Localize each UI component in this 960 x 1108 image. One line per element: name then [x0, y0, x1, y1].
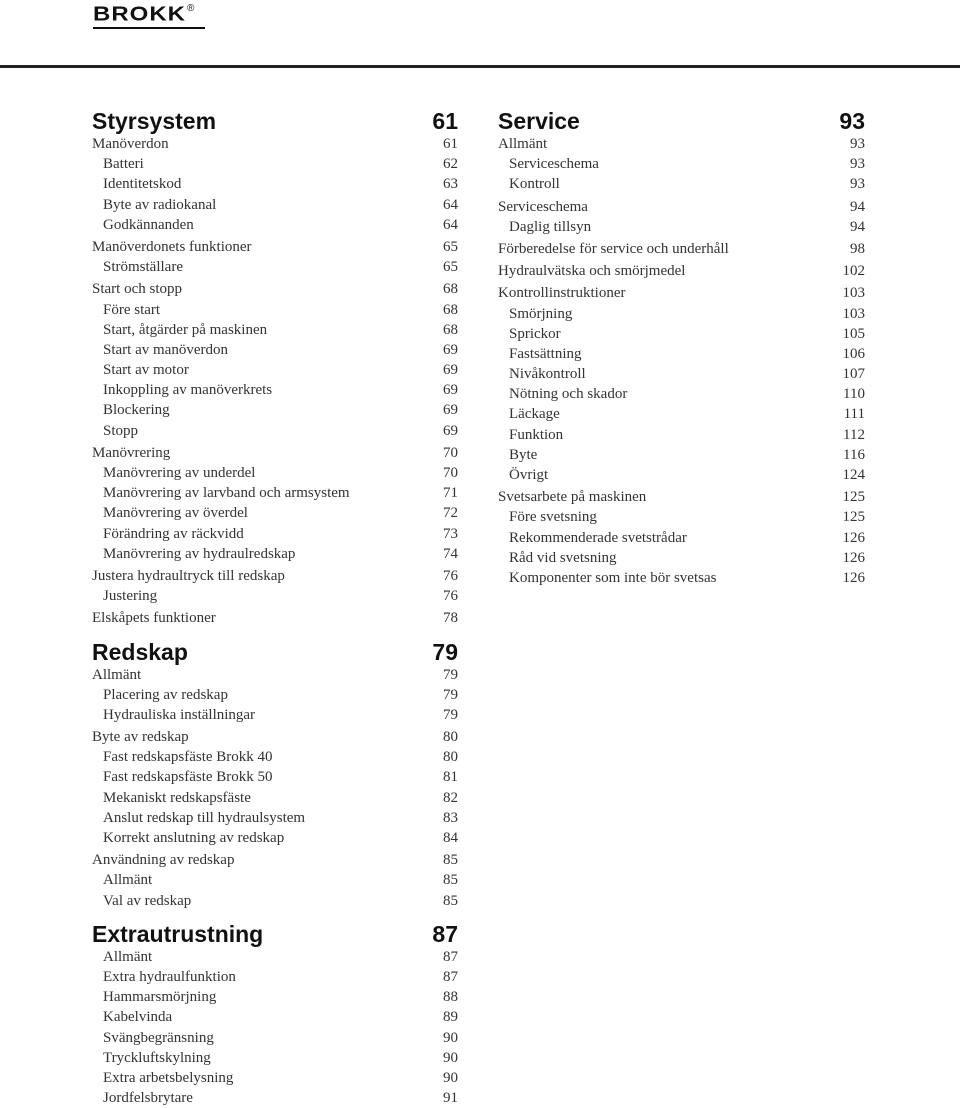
- toc-entry-inkoppling-av-manoverkrets[interactable]: [92, 380, 458, 400]
- toc-entry-page: 106: [842, 345, 865, 362]
- logo-underline: [93, 27, 205, 29]
- toc-entry-rad-vid-svetsning[interactable]: [498, 548, 865, 568]
- toc-entry-sprickor[interactable]: [498, 324, 865, 344]
- toc-entry-page: 124: [842, 467, 865, 483]
- toc-entry-label: Placering av redskap: [103, 686, 228, 703]
- toc-entry-page: 65: [443, 259, 458, 276]
- toc-entry-start-av-manoverdon[interactable]: [92, 340, 458, 360]
- section-title: Extrautrustning: [92, 920, 264, 947]
- logo-text: BROKK: [93, 2, 186, 26]
- toc-entry-manoverdon[interactable]: [92, 134, 458, 154]
- toc-entry-stopp[interactable]: [92, 421, 458, 441]
- toc-entry-label: Rekommenderade svetstrådar: [509, 529, 687, 546]
- toc-entry-label: Stopp: [103, 422, 139, 439]
- toc-entry-page: 79: [443, 666, 458, 683]
- toc-entry-page: 74: [443, 545, 458, 562]
- toc-entry-page: 79: [443, 706, 458, 723]
- toc-entry-page: 111: [843, 406, 865, 423]
- toc-entry-label: Övrigt: [509, 467, 549, 483]
- toc-entry-label: Kontroll: [509, 176, 560, 193]
- toc-entry-anslut-redskap-till-hydraulsystem[interactable]: [92, 808, 458, 828]
- toc-entry-label: Val av redskap: [103, 892, 192, 909]
- toc-entry-fore-svetsning[interactable]: [498, 507, 865, 527]
- toc-entry-manovrering[interactable]: [92, 443, 458, 463]
- toc-entry-page: 90: [443, 1069, 458, 1086]
- toc-entry-korrekt-anslutning-av-redskap[interactable]: [92, 828, 458, 848]
- toc-entry-label: Byte av redskap: [92, 729, 189, 746]
- toc-entry-svetsarbete-pa-maskinen[interactable]: [498, 487, 865, 507]
- toc-entry-page: 126: [842, 549, 865, 566]
- toc-entry-page: 85: [443, 852, 458, 869]
- toc-entry-page: 125: [842, 489, 865, 506]
- toc-entry-label: Smörjning: [509, 305, 573, 322]
- toc-entry-jordfelsbrytare[interactable]: [92, 1088, 458, 1108]
- toc-entry-page: 94: [850, 198, 865, 215]
- toc-entry-label: Användning av redskap: [92, 852, 235, 869]
- toc-entry-page: 102: [842, 263, 865, 280]
- toc-entry-page: 79: [443, 686, 458, 703]
- toc-entry-label: Start, åtgärder på maskinen: [103, 321, 268, 338]
- toc-entry-label: Batteri: [103, 156, 144, 173]
- toc-entry-page: 69: [443, 341, 458, 358]
- toc-entry-label: Justering: [103, 588, 158, 605]
- toc-entry-page: 91: [443, 1090, 458, 1107]
- toc-entry-page: 69: [443, 382, 458, 399]
- toc-entry-allmant[interactable]: [92, 947, 458, 967]
- toc-entry-label: Blockering: [103, 402, 170, 419]
- toc-entry-page: 88: [443, 989, 458, 1006]
- toc-entry-label: Byte av radiokanal: [103, 196, 217, 213]
- toc-entry-page: 103: [842, 305, 865, 322]
- toc-entry-tryckluftskylning[interactable]: [92, 1048, 458, 1068]
- toc-entry-blockering[interactable]: [92, 400, 458, 420]
- toc-entry-justera-hydraultryck-till-redskap[interactable]: [92, 566, 458, 586]
- section-title: Redskap: [92, 638, 188, 665]
- section-heading-styrsystem[interactable]: [92, 102, 458, 134]
- toc-entry-label: Allmänt: [498, 136, 548, 152]
- section-page-number: 61: [432, 108, 458, 134]
- toc-entry-page: 93: [850, 176, 865, 193]
- toc-entry-label: Start av motor: [103, 362, 189, 379]
- toc-entry-page: 61: [443, 136, 458, 152]
- section-heading-extrautrustning[interactable]: [92, 915, 458, 947]
- section-title: Service: [498, 108, 580, 134]
- toc-entry-manovrering-av-larvband-och-armsystem[interactable]: [92, 483, 458, 503]
- toc-entry-label: Nötning och skador: [509, 386, 628, 403]
- toc-entry-page: 70: [443, 444, 458, 461]
- toc-entry-hydraulvatska-och-smorjmedel[interactable]: [498, 261, 865, 281]
- toc-entry-label: Serviceschema: [509, 156, 599, 173]
- toc-entry-page: 81: [443, 769, 458, 786]
- toc-entry-page: 125: [842, 509, 865, 526]
- toc-entry-stromstallare[interactable]: [92, 257, 458, 277]
- toc-entry-page: 107: [842, 366, 865, 383]
- toc-entry-label: Byte: [509, 446, 538, 463]
- toc-entry-page: 90: [443, 1029, 458, 1046]
- toc-entry-page: 93: [850, 156, 865, 173]
- toc-entry-page: 70: [443, 465, 458, 481]
- toc-entry-page: 68: [443, 321, 458, 338]
- toc-entry-label: Start av manöverdon: [103, 341, 228, 358]
- toc-entry-allmant[interactable]: [92, 870, 458, 890]
- toc-entry-page: 62: [443, 156, 458, 173]
- toc-column-left: [92, 102, 458, 1108]
- toc-entry-page: 80: [443, 749, 458, 766]
- section-title: Styrsystem: [92, 108, 217, 134]
- toc-entry-placering-av-redskap[interactable]: [92, 685, 458, 705]
- toc-entry-nivakontroll[interactable]: [498, 364, 865, 384]
- toc-entry-kontrollinstruktioner[interactable]: [498, 283, 865, 303]
- toc-entry-label: Förberedelse för service och underhåll: [498, 240, 729, 257]
- toc-entry-forberedelse-for-service-och-underhall[interactable]: [498, 239, 865, 259]
- toc-entry-page: 76: [443, 588, 458, 605]
- toc-entry-page: 126: [842, 529, 865, 546]
- toc-entry-byte-av-radiokanal[interactable]: [92, 195, 458, 215]
- toc-entry-page: 63: [443, 176, 458, 193]
- toc-entry-page: 116: [843, 446, 865, 463]
- toc-entry-daglig-tillsyn[interactable]: [498, 217, 865, 237]
- toc-entry-label: Kabelvinda: [103, 1009, 173, 1026]
- toc-entry-page: 80: [443, 729, 458, 746]
- toc-entry-label: Kontrollinstruktioner: [498, 285, 626, 302]
- toc-entry-page: 78: [443, 610, 458, 627]
- toc-entry-label: Hydraulvätska och smörjmedel: [498, 263, 686, 280]
- toc-entry-page: 72: [443, 505, 458, 522]
- toc-entry-label: Allmänt: [103, 872, 153, 889]
- toc-entry-label: Daglig tillsyn: [509, 218, 592, 235]
- toc-entry-label: Före svetsning: [509, 509, 597, 526]
- toc-entry-page: 65: [443, 238, 458, 255]
- toc-entry-label: Allmänt: [92, 666, 142, 683]
- header-rule: [0, 65, 960, 68]
- toc-entry-byte-av-redskap[interactable]: [92, 727, 458, 747]
- toc-entry-byte[interactable]: [498, 445, 865, 465]
- toc-entry-page: 85: [443, 892, 458, 909]
- toc-entry-val-av-redskap[interactable]: [92, 891, 458, 911]
- toc-entry-start-och-stopp[interactable]: [92, 279, 458, 299]
- toc-entry-label: Anslut redskap till hydraulsystem: [103, 809, 306, 826]
- toc-entry-page: 110: [843, 386, 865, 403]
- toc-entry-label: Hammarsmörjning: [103, 989, 217, 1006]
- toc-entry-kontroll[interactable]: [498, 174, 865, 194]
- toc-entry-label: Manövrering av överdel: [103, 505, 248, 522]
- toc-entry-page: 94: [850, 218, 865, 235]
- toc-entry-manovrering-av-overdel[interactable]: [92, 503, 458, 523]
- toc-entry-label: Svängbegränsning: [103, 1029, 214, 1046]
- toc-entry-page: 69: [443, 362, 458, 379]
- toc-entry-svangbegransning[interactable]: [92, 1028, 458, 1048]
- toc-entry-fore-start[interactable]: [92, 300, 458, 320]
- toc-entry-label: Manövrering: [92, 444, 171, 461]
- toc-entry-label: Hydrauliska inställningar: [103, 706, 256, 723]
- toc-entry-label: Fast redskapsfäste Brokk 40: [103, 749, 273, 766]
- toc-entry-label: Mekaniskt redskapsfäste: [103, 789, 251, 806]
- toc-entry-fast-redskapsfaste-brokk-40[interactable]: [92, 747, 458, 767]
- toc-entry-hydrauliska-installningar[interactable]: [92, 705, 458, 725]
- toc-entry-page: 73: [443, 525, 458, 542]
- toc-entry-godkannanden[interactable]: [92, 215, 458, 235]
- toc-column-right: [498, 102, 865, 588]
- toc-entry-page: 76: [443, 567, 458, 584]
- section-heading-service[interactable]: [498, 102, 865, 134]
- toc-entry-page: 69: [443, 402, 458, 419]
- toc-entry-serviceschema[interactable]: [498, 154, 865, 174]
- toc-entry-notning-och-skador[interactable]: [498, 384, 865, 404]
- toc-entry-extra-arbetsbelysning[interactable]: [92, 1068, 458, 1088]
- toc-entry-label: Tryckluftskylning: [103, 1049, 211, 1066]
- toc-entry-page: 69: [443, 422, 458, 439]
- registered-mark: ®: [187, 3, 195, 14]
- toc-entry-label: Svetsarbete på maskinen: [498, 489, 647, 506]
- toc-entry-label: Extra arbetsbelysning: [103, 1069, 234, 1086]
- toc-entry-page: 68: [443, 301, 458, 318]
- toc-entry-label: Start och stopp: [92, 281, 182, 298]
- toc-entry-page: 90: [443, 1049, 458, 1066]
- toc-entry-page: 68: [443, 281, 458, 298]
- toc-entry-elskapets-funktioner[interactable]: [92, 608, 458, 628]
- toc-entry-page: 84: [443, 830, 458, 846]
- toc-entry-page: 64: [443, 196, 458, 213]
- toc-entry-label: Manövrering av larvband och armsystem: [103, 485, 350, 502]
- toc-entry-label: Manövrering av underdel: [103, 465, 256, 481]
- toc-entry-label: Korrekt anslutning av redskap: [103, 830, 285, 846]
- toc-entry-label: Elskåpets funktioner: [92, 610, 216, 627]
- toc-entry-label: Förändring av räckvidd: [103, 525, 244, 542]
- toc-entry-page: 93: [850, 136, 865, 152]
- section-heading-redskap[interactable]: [92, 633, 458, 665]
- toc-entry-label: Jordfelsbrytare: [103, 1090, 193, 1107]
- toc-entry-forandring-av-rackvidd[interactable]: [92, 524, 458, 544]
- toc-entry-page: 71: [443, 485, 458, 502]
- toc-entry-label: Nivåkontroll: [509, 366, 586, 383]
- toc-entry-page: 64: [443, 216, 458, 233]
- toc-entry-label: Allmänt: [103, 948, 153, 965]
- section-page-number: 87: [432, 920, 458, 947]
- toc-entry-page: 87: [443, 968, 458, 985]
- toc-entry-page: 89: [443, 1009, 458, 1026]
- toc-entry-label: Extra hydraulfunktion: [103, 968, 236, 985]
- toc-entry-manovrering-av-hydraulredskap[interactable]: [92, 544, 458, 564]
- toc-entry-start-atgarder-pa-maskinen[interactable]: [92, 320, 458, 340]
- toc-entry-page: 103: [842, 285, 865, 302]
- toc-entry-justering[interactable]: [92, 586, 458, 606]
- toc-entry-label: Inkoppling av manöverkrets: [103, 382, 273, 399]
- toc-entry-page: 98: [850, 240, 865, 257]
- toc-entry-label: Komponenter som inte bör svetsas: [509, 569, 717, 586]
- section-page-number: 93: [839, 108, 865, 134]
- toc-entry-page: 105: [842, 325, 865, 342]
- toc-entry-label: Serviceschema: [498, 198, 588, 215]
- toc-entry-page: 82: [443, 789, 458, 806]
- toc-entry-funktion[interactable]: [498, 425, 865, 445]
- toc-entry-label: Manöverdonets funktioner: [92, 238, 252, 255]
- toc-entry-label: Manöverdon: [92, 136, 169, 152]
- toc-entry-label: Fast redskapsfäste Brokk 50: [103, 769, 273, 786]
- toc-entry-start-av-motor[interactable]: [92, 360, 458, 380]
- toc-entry-label: Sprickor: [509, 325, 561, 342]
- toc-entry-extra-hydraulfunktion[interactable]: [92, 967, 458, 987]
- toc-entry-batteri[interactable]: [92, 154, 458, 174]
- toc-entry-label: Fastsättning: [509, 345, 582, 362]
- toc-entry-manovrering-av-underdel[interactable]: [92, 463, 458, 483]
- toc-entry-lackage[interactable]: [498, 404, 865, 424]
- toc-entry-label: Identitetskod: [103, 176, 182, 193]
- toc-entry-page: 112: [843, 426, 865, 443]
- toc-entry-hammarsmorjning[interactable]: [92, 987, 458, 1007]
- toc-entry-label: Justera hydraultryck till redskap: [92, 567, 285, 584]
- toc-entry-ovrigt[interactable]: [498, 465, 865, 485]
- toc-entry-page: 87: [443, 948, 458, 965]
- toc-entry-page: 85: [443, 872, 458, 889]
- toc-entry-manoverdonets-funktioner[interactable]: [92, 237, 458, 257]
- toc-entry-label: Råd vid svetsning: [509, 549, 617, 566]
- toc-entry-label: Manövrering av hydraulredskap: [103, 545, 296, 562]
- toc-entry-identitetskod[interactable]: [92, 174, 458, 194]
- toc-entry-komponenter-som-inte-bor-svetsas[interactable]: [498, 568, 865, 588]
- toc-entry-fast-redskapsfaste-brokk-50[interactable]: [92, 767, 458, 787]
- toc-entry-mekaniskt-redskapsfaste[interactable]: [92, 788, 458, 808]
- toc-entry-label: Före start: [103, 301, 161, 318]
- toc-entry-label: Godkännanden: [103, 216, 194, 233]
- toc-entry-rekommenderade-svetstradar[interactable]: [498, 528, 865, 548]
- toc-entry-kabelvinda[interactable]: [92, 1007, 458, 1027]
- toc-entry-serviceschema[interactable]: [498, 197, 865, 217]
- toc-entry-fastsattning[interactable]: [498, 344, 865, 364]
- toc-entry-label: Strömställare: [103, 259, 183, 276]
- toc-entry-anvandning-av-redskap[interactable]: [92, 850, 458, 870]
- toc-entry-page: 126: [842, 569, 865, 586]
- toc-entry-page: 83: [443, 809, 458, 826]
- toc-entry-label: Läckage: [509, 406, 560, 423]
- section-page-number: 79: [432, 638, 458, 665]
- toc-entry-smorjning[interactable]: [498, 304, 865, 324]
- toc-entry-label: Funktion: [509, 426, 564, 443]
